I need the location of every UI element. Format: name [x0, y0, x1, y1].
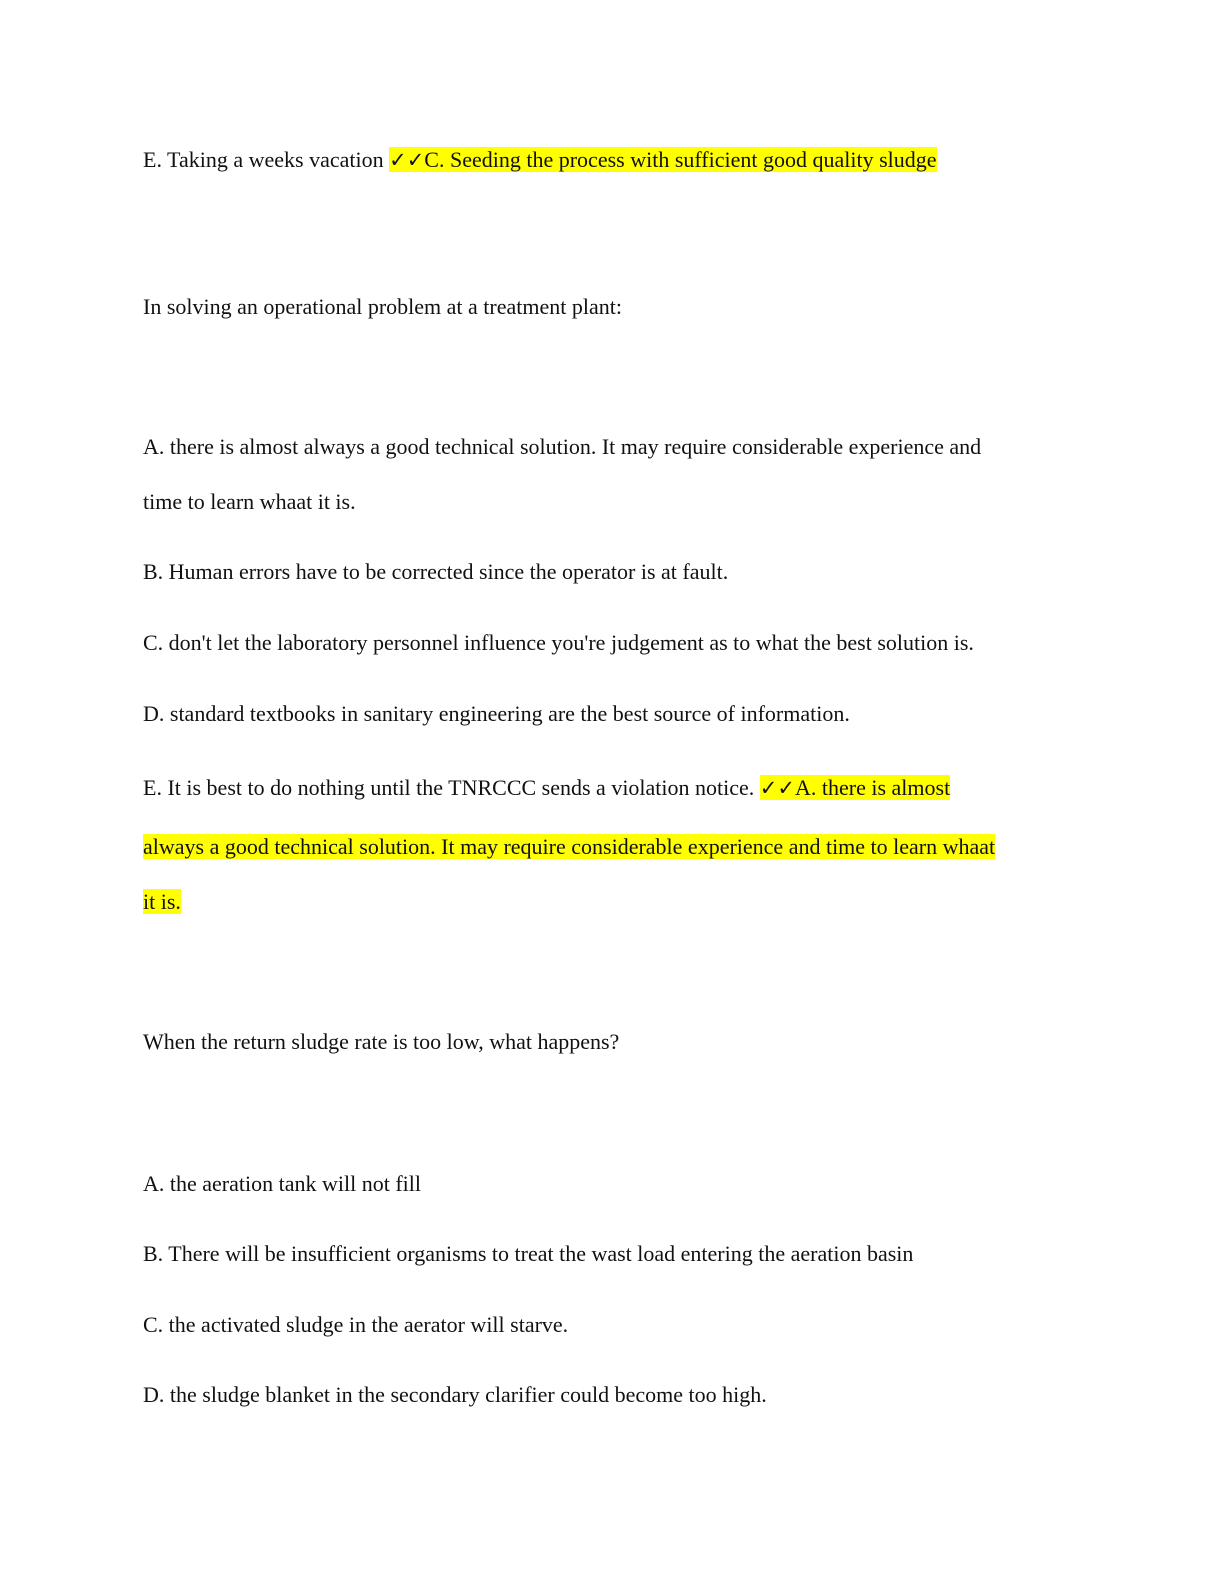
q2-option-d: D. standard textbooks in sanitary engineering are the best source of information. — [143, 701, 850, 726]
q1-answer-highlight — [389, 147, 936, 172]
q2-answer-line3-row — [143, 888, 181, 916]
double-check-icon: ✓✓ — [759, 776, 795, 800]
q1-answer-text: C. Seeding the process with sufficient good quality sludge — [424, 147, 937, 172]
q2-option-e-line — [143, 774, 950, 802]
q2-option-e: E. It is best to do nothing until the TNRCCC sends a violation notice. — [143, 775, 755, 800]
q3-option-c: C. the activated sludge in the aerator will starve. — [143, 1312, 569, 1337]
q2-answer-line2-row — [143, 833, 995, 861]
q3-option-d: D. the sludge blanket in the secondary clarifier could become too high. — [143, 1382, 767, 1407]
q2-answer-line2: always a good technical solution. It may require considerable experience and time to learn whaat — [143, 834, 996, 859]
q2-answer-highlight-1 — [760, 775, 950, 800]
q1-option-e: E. Taking a weeks vacation — [143, 147, 384, 172]
double-check-icon: ✓✓ — [389, 148, 425, 172]
q3-option-b: B. There will be insufficient organisms to treat the wast load entering the aeration basin — [143, 1241, 914, 1266]
q2-option-a-line1: A. there is almost always a good technical solution. It may require considerable experience and — [143, 434, 982, 459]
q3-question: When the return sludge rate is too low, what happens? — [143, 1029, 620, 1054]
q2-question: In solving an operational problem at a treatment plant: — [143, 294, 622, 319]
q1-option-e-line — [143, 146, 937, 174]
q2-option-a-line2: time to learn whaat it is. — [143, 489, 356, 514]
q2-answer-line3: it is. — [143, 889, 181, 914]
q2-option-b: B. Human errors have to be corrected since the operator is at fault. — [143, 559, 729, 584]
q2-answer-line1: A. there is almost — [795, 775, 951, 800]
q2-option-c: C. don't let the laboratory personnel influence you're judgement as to what the best solution is. — [143, 630, 974, 655]
q3-option-a: A. the aeration tank will not fill — [143, 1171, 421, 1196]
